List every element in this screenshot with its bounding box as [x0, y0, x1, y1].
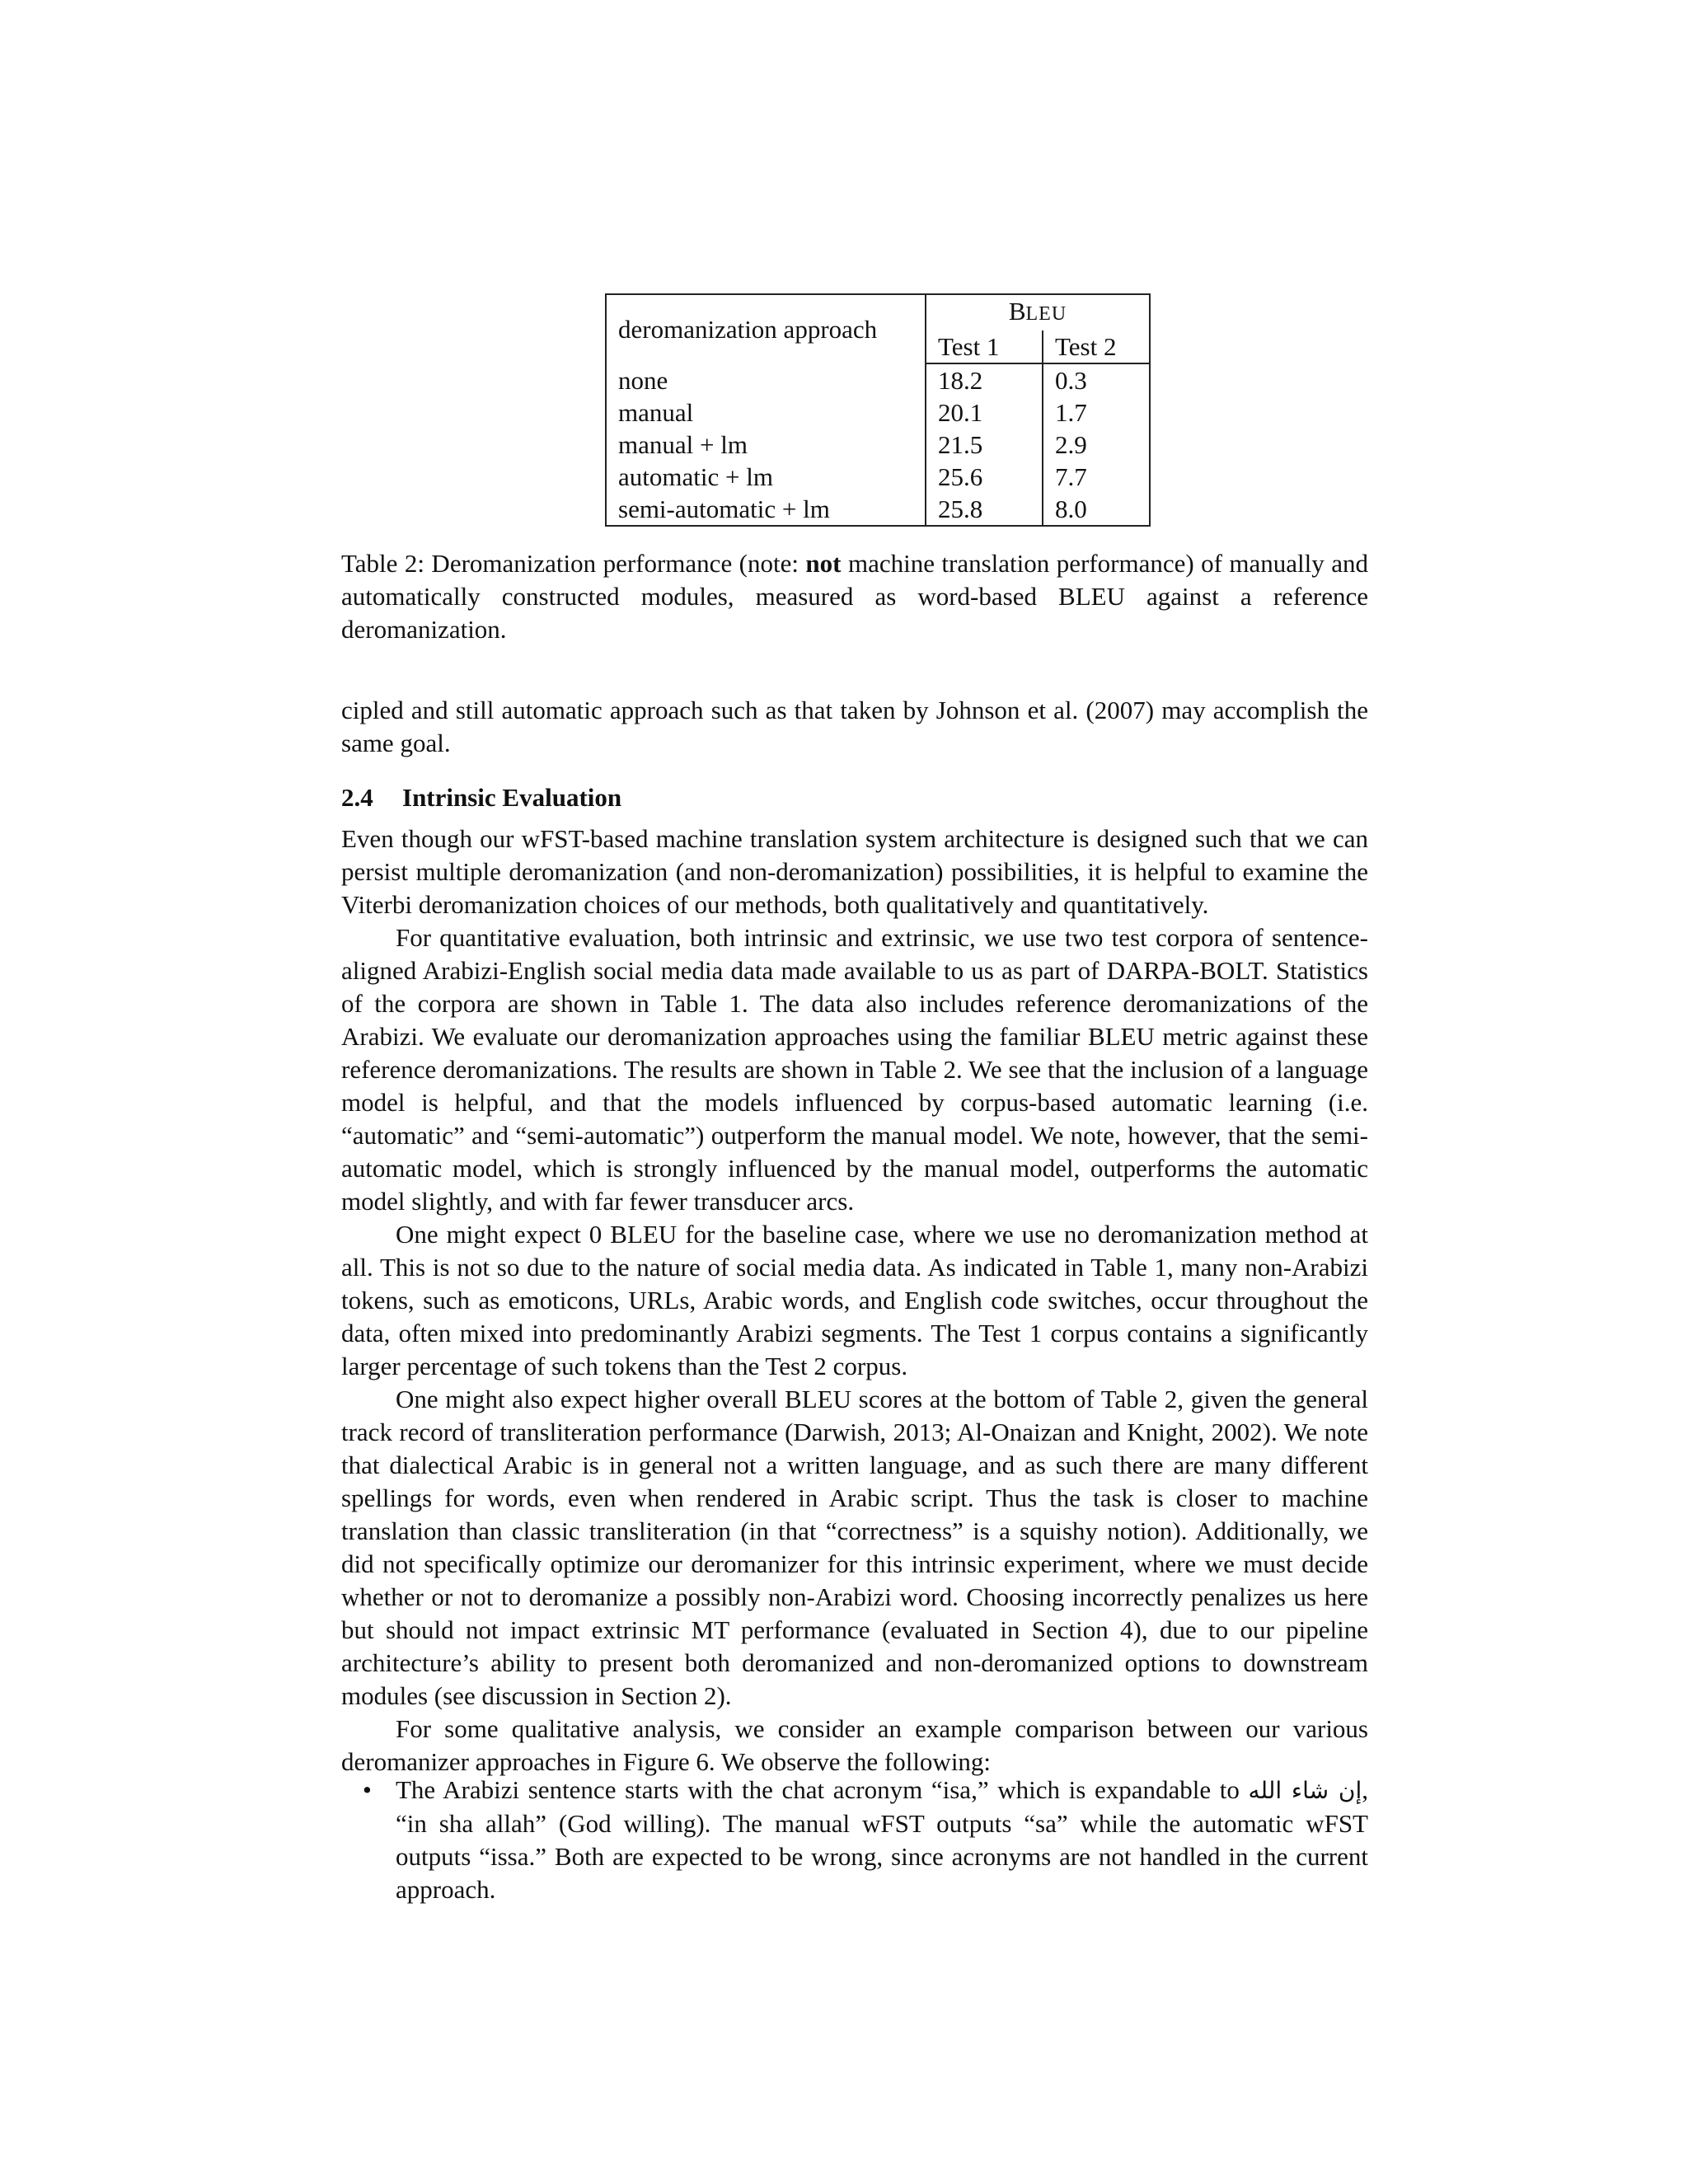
- cell-test2: 8.0: [1043, 493, 1150, 526]
- bullet-text-pre: The Arabizi sentence starts with the chat acronym “isa,” which is expandable to: [396, 1775, 1249, 1804]
- cell-test2: 2.9: [1043, 429, 1150, 461]
- cell-approach: none: [606, 363, 926, 396]
- body-paragraph: Even though our wFST-based machine translation system architecture is designed such that we can persist multiple deromanization (and non-deromanization) possibilities, it is helpful to examine the Viterbi deromanization choices of our methods, both qualitatively and quantitatively.: [341, 824, 1368, 919]
- body-paragraph: For quantitative evaluation, both intrinsic and extrinsic, we use two test corpora of sentence-aligned Arabizi-English social media data made available to us as part of DARPA-BOLT. Statistics of the corpora are shown in Table 1. The data also includes reference deromanizations of the Arabizi. We evaluate our deromanization approaches using the familiar BLEU metric against these reference deromanizations. The results are shown in Table 2. We see that the inclusion of a language model is helpful, and that the models influenced by corpus-based automatic learning (i.e. “automatic” and “semi-automatic”) outperform the manual model. We note, however, that the semi-automatic model, which is strongly influenced by the manual model, outperforms the automatic model slightly, and with far fewer transducer arcs.: [341, 923, 1368, 1216]
- cell-test2: 7.7: [1043, 461, 1150, 493]
- cell-approach: manual + lm: [606, 429, 926, 461]
- cell-approach: semi-automatic + lm: [606, 493, 926, 526]
- body-paragraph: For some qualitative analysis, we consider an example comparison between our various deromanizer approaches in Figure 6. We observe the following:: [341, 1714, 1368, 1776]
- section-number: 2.4: [341, 783, 373, 812]
- table-header-row: [606, 294, 1150, 330]
- section-body: [341, 823, 1368, 1779]
- bullet-marker: •: [363, 1775, 372, 1804]
- arabic-phrase: إن شاء الله: [1248, 1777, 1362, 1804]
- bullet-text-post: , “in sha allah” (God willing). The manual wFST outputs “sa” while the automatic wFST outputs “issa.” Both are expected to be wrong, since acronyms are not handled in the current approach.: [396, 1775, 1368, 1904]
- header-test2: Test 2: [1043, 330, 1150, 363]
- table-row: [606, 429, 1150, 461]
- bullet-item: [396, 1774, 1368, 1906]
- cell-test1: 20.1: [938, 398, 983, 427]
- cell-test1: 25.6: [938, 462, 983, 491]
- table-row: [606, 461, 1150, 493]
- body-paragraph: One might expect 0 BLEU for the baseline case, where we use no deromanization method at all. This is not so due to the nature of social media data. As indicated in Table 1, many non-Arabizi tokens, such as emoticons, URLs, Arabic words, and English code switches, occur throughout the data, often mixed into predominantly Arabizi segments. The Test 1 corpus contains a significantly larger percentage of such tokens than the Test 2 corpus.: [341, 1220, 1368, 1380]
- table-row: [606, 363, 1150, 396]
- cell-test1: 25.8: [926, 493, 1043, 526]
- caption-text-pre: Table 2: Deromanization performance (note:: [341, 549, 806, 578]
- continuation-paragraph: cipled and still automatic approach such as that taken by Johnson et al. (2007) may accomplish the same goal.: [341, 696, 1368, 757]
- header-test1: Test 1: [926, 330, 1043, 363]
- cell-approach: automatic + lm: [606, 461, 926, 493]
- table-row: [606, 396, 1150, 429]
- header-approach: deromanization approach: [606, 294, 926, 363]
- cell-test1: 18.2: [938, 366, 983, 395]
- bleu-table: [605, 293, 1151, 527]
- section-heading: [341, 781, 1368, 814]
- bleu-rest: LEU: [1025, 303, 1067, 325]
- cell-approach: manual: [606, 396, 926, 429]
- cell-test2: 1.7: [1043, 396, 1150, 429]
- body-paragraph: One might also expect higher overall BLEU scores at the bottom of Table 2, given the general track record of transliteration performance (Darwish, 2013; Al-Onaizan and Knight, 2002). We note that dialectical Arabic is in general not a written language, and as such there are many different spellings for words, even when rendered in Arabic script. Thus the task is closer to machine translation than classic transliteration (in that “correctness” is a squishy notion). Additionally, we did not specifically optimize our deromanizer for this intrinsic experiment, where we must decide whether or not to deromanize a possibly non-Arabizi word. Choosing incorrectly penalizes us here but should not impact extrinsic MT performance (evaluated in Section 4), due to our pipeline architecture’s ability to present both deromanized and non-deromanized options to downstream modules (see discussion in Section 2).: [341, 1385, 1368, 1710]
- section-title-text: Intrinsic Evaluation: [402, 783, 622, 812]
- caption-bold-not: not: [805, 549, 842, 578]
- cell-test2: 0.3: [1043, 363, 1150, 396]
- table-caption: [341, 547, 1368, 646]
- cell-test1: 21.5: [938, 430, 983, 459]
- table-row: [606, 493, 1150, 526]
- bleu-initial: B: [1008, 297, 1026, 326]
- caption-text-post: machine translation performance) of manually and automatically constructed modules, measured as word-based BLEU against a reference deromanization.: [341, 549, 1368, 644]
- header-bleu: [926, 294, 1150, 330]
